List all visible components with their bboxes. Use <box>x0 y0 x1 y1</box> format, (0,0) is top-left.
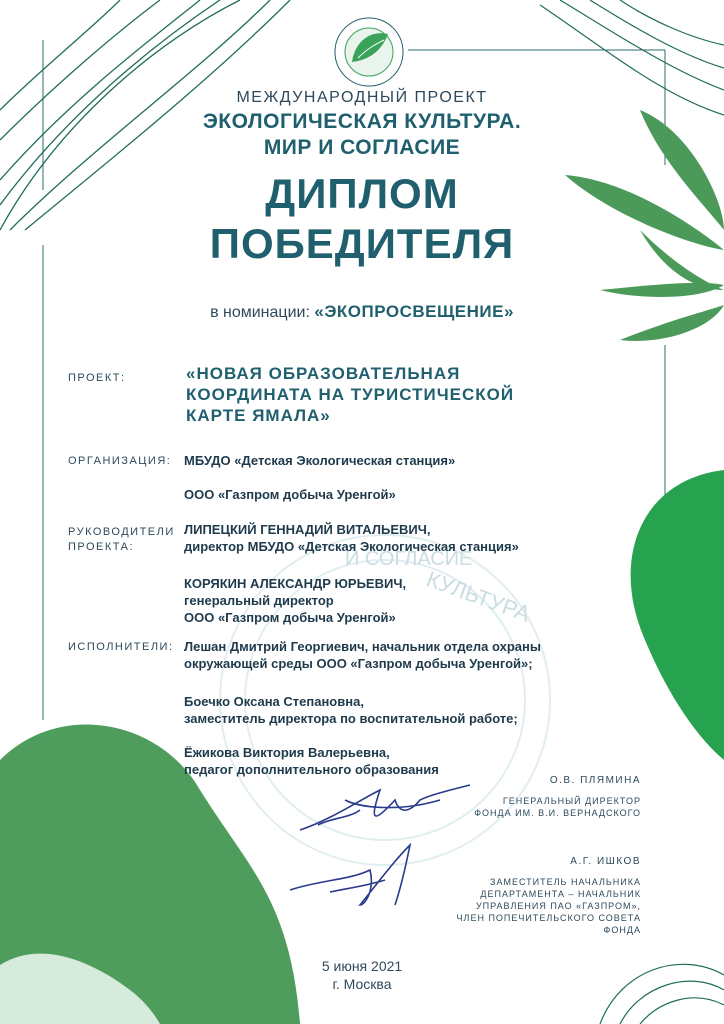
project-title-line: КООРДИНАТА НА ТУРИСТИЧЕСКОЙ <box>186 385 515 404</box>
signatory-2-name: А.Г. ИШКОВ <box>570 856 641 867</box>
signatory-1-title <box>474 795 641 819</box>
signatory-title-line: ЗАМЕСТИТЕЛЬ НАЧАЛЬНИКА <box>490 877 641 887</box>
executors-label: ИСПОЛНИТЕЛИ: <box>68 641 174 653</box>
diploma-title-line1: ДИПЛОМ <box>265 170 459 217</box>
leader-2 <box>184 575 406 626</box>
signatory-title-line: ДЕПАРТАМЕНТА – НАЧАЛЬНИК <box>480 889 641 899</box>
signature-plyamina <box>300 785 470 830</box>
leader-role: директор МБУДО «Детская Экологическая станция» <box>184 539 519 554</box>
executor-line: заместитель директора по воспитательной работе; <box>184 711 518 726</box>
organization-item: ООО «Газпром добыча Уренгой» <box>184 487 396 502</box>
project-title-line: КАРТЕ ЯМАЛА» <box>186 406 331 425</box>
executor-3 <box>184 744 439 778</box>
issue-date: 5 июня 2021 <box>321 958 403 974</box>
leader-name: ЛИПЕЦКИЙ ГЕННАДИЙ ВИТАЛЬЕВИЧ, <box>184 522 431 537</box>
signatory-1-name: О.В. ПЛЯМИНА <box>549 775 641 786</box>
nomination-prefix: в номинации: <box>210 304 310 321</box>
executor-line: окружающей среды ООО «Газпром добыча Уренгой»; <box>184 656 533 671</box>
watermark-text-bottom: И СОГЛАСИЕ <box>345 548 473 570</box>
signature-ishkov <box>290 845 410 905</box>
signatory-title-line: ФОНДА ИМ. В.И. ВЕРНАДСКОГО <box>474 808 641 818</box>
signatory-title-line: ФОНДА <box>603 925 641 935</box>
striped-leaf-top-right <box>540 0 724 115</box>
swirl-bottom-right <box>600 964 724 1024</box>
header-pretitle: МЕЖДУНАРОДНЫЙ ПРОЕКТ <box>236 89 488 106</box>
leaders-label-line1: РУКОВОДИТЕЛИ <box>68 526 175 538</box>
signatory-2-title <box>457 876 641 936</box>
green-blob-right <box>631 470 724 760</box>
executor-line: Боечко Оксана Степановна, <box>184 694 364 709</box>
leader-1 <box>184 521 519 555</box>
leader-role: генеральный директор <box>184 593 334 608</box>
leaders-label <box>68 525 175 555</box>
signatory-title-line: ЧЛЕН ПОПЕЧИТЕЛЬСКОГО СОВЕТА <box>456 913 641 923</box>
organization-item: МБУДО «Детская Экологическая станция» <box>184 453 456 468</box>
nomination-name: «ЭКОПРОСВЕЩЕНИЕ» <box>314 302 514 321</box>
project-title <box>186 363 514 426</box>
project-name-line1: ЭКОЛОГИЧЕСКАЯ КУЛЬТУРА. <box>202 110 522 133</box>
leaders-label-line2: ПРОЕКТА: <box>68 541 135 553</box>
leader-role: ООО «Газпром добыча Уренгой» <box>184 610 396 625</box>
nomination <box>112 302 612 322</box>
signatory-title-line: ГЕНЕРАЛЬНЫЙ ДИРЕКТОР <box>502 796 641 806</box>
watermark-text-top: КУЛЬТУРА <box>423 566 534 627</box>
organization-label: ОРГАНИЗАЦИЯ: <box>68 455 172 467</box>
executor-line: Лешан Дмитрий Георгиевич, начальник отдела охраны <box>184 639 541 654</box>
executor-1 <box>184 638 541 672</box>
diploma-title-line2: ПОБЕДИТЕЛЯ <box>209 220 515 267</box>
signatory-title-line: УПРАВЛЕНИЯ ПАО «ГАЗПРОМ», <box>475 901 641 911</box>
executor-line: педагог дополнительного образования <box>184 762 439 777</box>
project-label: ПРОЕКТ: <box>68 372 126 384</box>
issue-city: г. Москва <box>332 976 392 992</box>
leader-name: КОРЯКИН АЛЕКСАНДР ЮРЬЕВИЧ, <box>184 576 407 591</box>
executor-2 <box>184 693 518 727</box>
project-name-line2: МИР И СОГЛАСИЕ <box>263 136 461 159</box>
executor-line: Ёжикова Виктория Валерьевна, <box>184 745 390 760</box>
globe-leaf-logo <box>335 18 403 86</box>
project-title-line: «НОВАЯ ОБРАЗОВАТЕЛЬНАЯ <box>186 364 461 383</box>
